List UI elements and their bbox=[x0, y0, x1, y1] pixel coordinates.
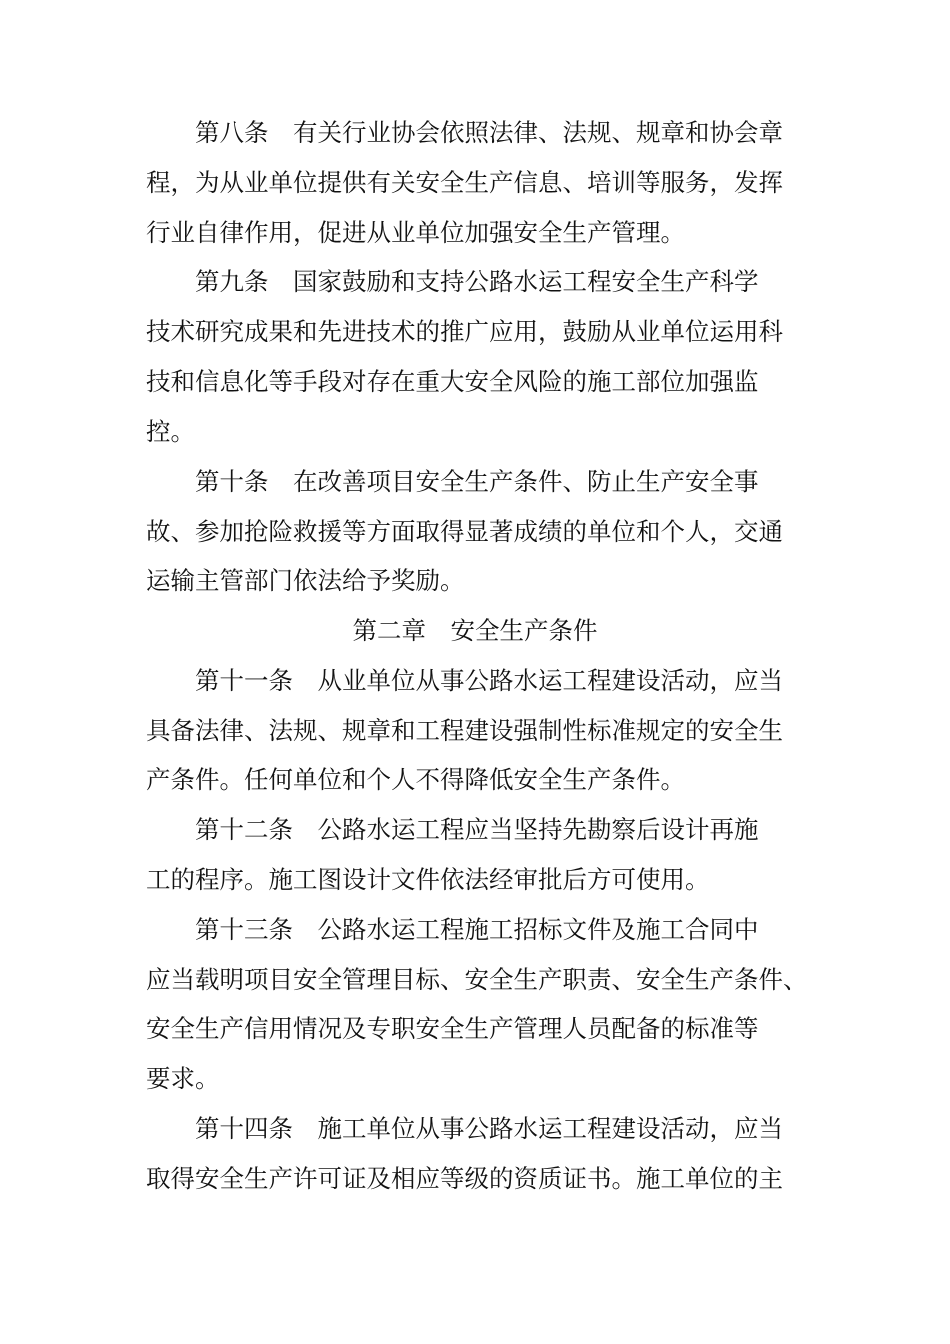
article-10-line-3: 运输主管部门依法给予奖励。 bbox=[146, 566, 465, 595]
article-13-line-4: 要求。 bbox=[146, 1064, 220, 1093]
article-9-line-1: 第九条 国家鼓励和支持公路水运工程安全生产科学 bbox=[195, 267, 759, 296]
article-9-line-3: 技和信息化等手段对存在重大安全风险的施工部位加强监 bbox=[146, 367, 759, 396]
article-13-line-3: 安全生产信用情况及专职安全生产管理人员配备的标准等 bbox=[146, 1014, 759, 1043]
article-14-line-1: 第十四条 施工单位从事公路水运工程建设活动，应当 bbox=[195, 1114, 783, 1143]
article-13-line-1: 第十三条 公路水运工程施工招标文件及施工合同中 bbox=[195, 915, 759, 944]
article-12-line-1: 第十二条 公路水运工程应当坚持先勘察后设计再施 bbox=[195, 815, 759, 844]
article-12-line-2: 工的程序。施工图设计文件依法经审批后方可使用。 bbox=[146, 865, 710, 894]
article-10-line-2: 故、参加抢险救援等方面取得显著成绩的单位和个人，交通 bbox=[146, 517, 783, 546]
article-8-line-1: 第八条 有关行业协会依照法律、法规、规章和协会章 bbox=[195, 118, 783, 147]
article-9-line-4: 控。 bbox=[146, 417, 195, 446]
article-9-line-2: 技术研究成果和先进技术的推广应用，鼓励从业单位运用科 bbox=[146, 317, 783, 346]
article-11-line-3: 产条件。任何单位和个人不得降低安全生产条件。 bbox=[146, 765, 685, 794]
article-10-line-1: 第十条 在改善项目安全生产条件、防止生产安全事 bbox=[195, 467, 759, 496]
article-13-line-2: 应当载明项目安全管理目标、安全生产职责、安全生产条件、 bbox=[146, 965, 808, 994]
article-14-line-2: 取得安全生产许可证及相应等级的资质证书。施工单位的主 bbox=[146, 1164, 783, 1193]
article-8-line-3: 行业自律作用，促进从业单位加强安全生产管理。 bbox=[146, 218, 685, 247]
article-11-line-2: 具备法律、法规、规章和工程建设强制性标准规定的安全生 bbox=[146, 716, 783, 745]
article-8-line-2: 程，为从业单位提供有关安全生产信息、培训等服务，发挥 bbox=[146, 168, 783, 197]
chapter-heading: 第二章 安全生产条件 bbox=[352, 616, 598, 645]
article-11-line-1: 第十一条 从业单位从事公路水运工程建设活动，应当 bbox=[195, 666, 783, 695]
